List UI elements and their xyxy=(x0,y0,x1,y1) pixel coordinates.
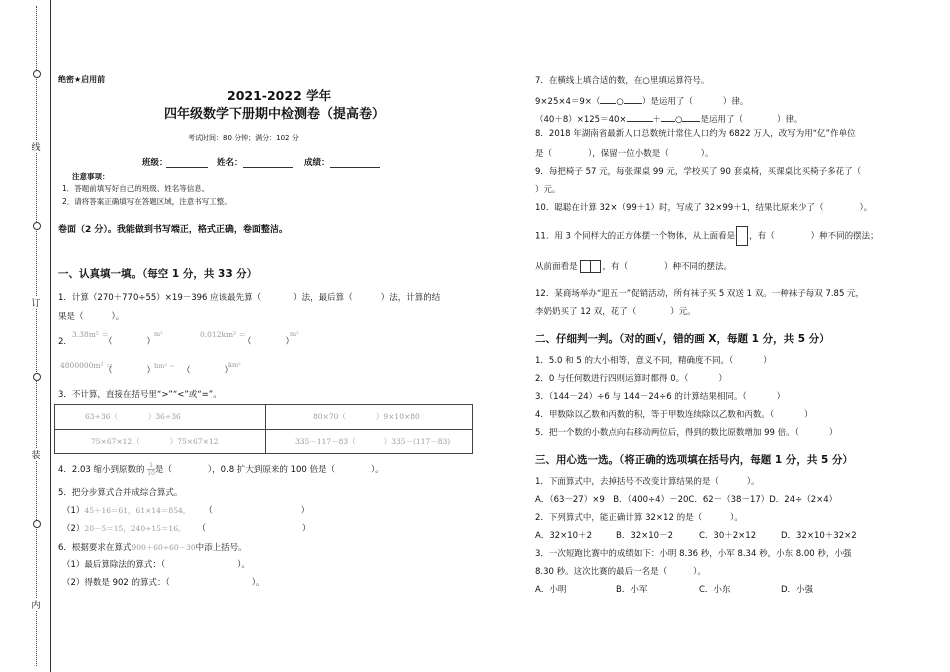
judge-3 xyxy=(535,392,785,403)
compare-1-left: 63÷36（ xyxy=(85,412,118,421)
choice-3-line-2 xyxy=(535,567,706,578)
q7-text: 7．在横线上填合适的数，在○里填运算符号。 xyxy=(535,76,710,86)
compare-2-right: ）9×10×80 xyxy=(375,412,420,421)
compare-4-left: 335－117－83（ xyxy=(295,437,356,446)
note-2: 2．请将答案正确填写在答题区域，注意书写工整。 xyxy=(62,197,232,206)
q8-text-b: 是（ xyxy=(535,149,553,159)
front-view-shape xyxy=(580,260,601,273)
exam-year: 2021-2022 学年 xyxy=(227,88,332,103)
q7-1-line xyxy=(535,94,748,108)
judge-2-end: ） xyxy=(718,374,727,384)
q6-2-end: ）。 xyxy=(251,578,265,588)
q7-1-blank-2[interactable] xyxy=(624,94,642,104)
judge-3-text: 3．（144－24）÷6 与 144－24÷6 的计算结果相同。（ xyxy=(535,392,747,402)
binding-hole xyxy=(33,222,41,230)
q6-text-c: 中添上括号。 xyxy=(195,543,247,553)
q2-number: 2． xyxy=(58,337,72,347)
choice-2-option-c[interactable]: C．30＋2×12 xyxy=(699,531,757,541)
judge-2 xyxy=(535,374,727,385)
q1-text-b: ）法，最后算（ xyxy=(293,293,353,303)
q2-blank-2[interactable]: （ ） xyxy=(243,337,295,347)
q2-unit-3: hm² ＝ xyxy=(154,362,176,370)
q7-2-plus: ＋ xyxy=(652,115,662,125)
q6-text-a: 6．根据要求在算式 xyxy=(58,543,132,553)
note-1: 1．答题前填写好自己的班级、姓名等信息。 xyxy=(62,184,210,193)
judge-4-end: ） xyxy=(804,410,813,420)
class-field[interactable] xyxy=(166,158,208,168)
compare-cell-4 xyxy=(295,436,450,447)
q4-text-c: ），0.8 扩大到原来的 100 倍是（ xyxy=(207,465,336,475)
name-label: 姓名： xyxy=(217,158,243,168)
q7-2-line xyxy=(535,112,802,126)
compare-row xyxy=(55,405,472,429)
q6-expr: 900＋60÷60－30 xyxy=(131,543,196,552)
compare-3-left: 75×67×12（ xyxy=(91,437,140,446)
binding-label-order: 订 xyxy=(31,296,41,309)
q12-text-c: ）元。 xyxy=(670,307,696,317)
q4-text-b: 是（ xyxy=(154,465,172,475)
judge-1-text: 1．5.0 和 5 的大小相等，意义不同，精确度不同。（ xyxy=(535,356,734,366)
q11-text-e: ，有（ xyxy=(602,262,629,272)
compare-cell-1 xyxy=(85,411,181,422)
choice-3-option-d[interactable]: D．小强 xyxy=(781,585,814,595)
exam-info: 考试时间：80 分钟；满分：102 分 xyxy=(188,134,299,142)
compare-cell-3 xyxy=(91,436,218,447)
judge-5-end: ） xyxy=(828,428,838,438)
q1-text-e: ）。 xyxy=(111,312,125,322)
q11-text-c: ）种不同的摆法； xyxy=(810,231,879,242)
compare-4-right: ）335－(117－83) xyxy=(383,437,451,446)
binding-label-seal: 装 xyxy=(31,448,41,461)
q10-text-b: ）。 xyxy=(859,203,873,213)
q5-2-close: ） xyxy=(301,524,311,534)
q8-text-a: 8．2018 年湖南省最新人口总数统计常住人口约为 6822 万人，改写为用“亿”作单位 xyxy=(535,129,856,139)
q7-2-blank-2[interactable] xyxy=(661,112,675,122)
q2-blank-1[interactable]: （ ） xyxy=(104,337,156,347)
q7-1-text-a: 9×25×4＝9×（ xyxy=(535,97,601,107)
choice-2-option-b[interactable]: B．32×10－2 xyxy=(616,531,673,541)
q2-blank-3[interactable]: （ ） xyxy=(104,366,156,376)
q7-2-operator[interactable]: ○ xyxy=(675,115,683,125)
q7-2-blank-3[interactable] xyxy=(682,112,700,122)
choice-3-option-b[interactable]: B．小军 xyxy=(616,585,648,595)
q6-1-text: （1）最后算除法的算式：（ xyxy=(62,560,166,570)
q7-2-text-e: ）律。 xyxy=(776,115,803,125)
q6-line xyxy=(58,542,247,554)
q8-text-c: ），保留一位小数是（ xyxy=(588,149,669,159)
choice-3-option-c[interactable]: C．小东 xyxy=(699,585,731,595)
q6-2-line xyxy=(62,578,265,589)
q8-line-2 xyxy=(535,149,714,160)
section-1-title: 一、认真填一填。（每空 1 分，共 33 分） xyxy=(58,268,258,280)
top-view-shape xyxy=(736,226,748,246)
q5-text: 5．把分步算式合并成综合算式。 xyxy=(58,488,183,498)
q6-1-end: ）。 xyxy=(237,560,250,570)
choice-2-option-d[interactable]: D．32×10＋32×2 xyxy=(781,531,857,541)
q4-frac-num: 1 xyxy=(149,462,153,469)
q1-text-c: ）法，计算的结 xyxy=(380,293,441,303)
q11-text-f: ）种不同的摆法。 xyxy=(664,262,733,272)
page-title: 四年级数学下册期中检测卷（提高卷） xyxy=(164,107,386,122)
q12-text-a: 12．某商场举办“迎五一”促销活动，所有袜子买 5 双送 1 双。一种袜子每双 7.85 元， xyxy=(535,289,865,299)
q2-unit-4: km² xyxy=(228,361,241,369)
compare-table xyxy=(54,404,473,454)
q10-text-a: 10．聪聪在计算 32×（99＋1）时，写成了 32×99＋1，结果比原来少了（ xyxy=(535,203,824,213)
q2-expr-3: 4800000m² ＝ xyxy=(60,361,114,370)
judge-1 xyxy=(535,356,772,367)
notes-title: 注意事项： xyxy=(72,172,110,181)
binding-hole xyxy=(33,520,41,528)
name-field[interactable] xyxy=(243,158,293,168)
binding-label-inner: 内 xyxy=(31,598,41,611)
compare-cell-2 xyxy=(313,411,420,422)
binding-dotted-line xyxy=(36,6,37,666)
q2-unit-1: m² xyxy=(154,330,163,338)
binding-margin xyxy=(26,0,51,672)
q1-line xyxy=(58,293,440,304)
q7-2-text-a: （40＋8）×125＝40× xyxy=(535,115,627,125)
q7-1-operator[interactable]: ○ xyxy=(616,97,624,107)
q5-1-open: （ xyxy=(204,506,213,516)
score-field[interactable] xyxy=(330,158,380,168)
class-label: 班级： xyxy=(142,158,168,168)
q4-fraction xyxy=(147,462,155,477)
choice-3-text-b: 8.30 秒。这次比赛的最后一名是（ xyxy=(535,567,668,577)
q5-2-open: （ xyxy=(197,524,206,534)
compare-3-right: ）75×67×12 xyxy=(169,437,219,446)
choice-3-text-a: 3．一次短跑比赛中的成绩如下：小明 8.36 秒，小军 8.34 秒，小东 8.00 秒，小强 xyxy=(535,549,852,559)
q1-text-a: 1．计算（270＋770÷55）×19－396 应该最先算（ xyxy=(58,293,262,303)
q12-text-b: 李奶奶买了 12 双，花了（ xyxy=(535,307,637,317)
choice-2-text: 2．下列算式中，能正确计算 32×12 的是（ xyxy=(535,513,703,523)
q11-line-1 xyxy=(535,226,879,246)
binding-hole xyxy=(33,70,41,78)
q5-2-label: （2） xyxy=(62,524,85,534)
q11-line-2 xyxy=(535,260,732,273)
choice-1-options: A．（63－27）×9 B．（400÷4）－20C．62－（38－17）D．24÷（2×4） xyxy=(535,495,838,505)
q5-2-expr: 20－5＝15，240÷15＝16。 xyxy=(84,524,186,533)
q11-text-a: 11．用 3 个同样大的正方体摆一个物体，从上面看是 xyxy=(535,231,736,242)
q4-line xyxy=(58,462,384,477)
q11-text-d: 从前面看是 xyxy=(535,262,578,272)
q3-text: 3．不计算，直接在括号里“>”“<”或“=”。 xyxy=(58,390,222,400)
q6-2-text: （2）得数是 902 的算式：（ xyxy=(62,578,170,588)
q1-text-d: 果是（ xyxy=(58,312,84,322)
q8-text-d: ）。 xyxy=(700,149,714,159)
q9-line-1 xyxy=(535,167,895,178)
section-2-title: 二、仔细判一判。（对的画√，错的画 X，每题 1 分，共 5 分） xyxy=(535,333,830,345)
judge-5 xyxy=(535,428,837,439)
q9-text-a: 9．每把椅子 57 元，每张课桌 99 元，学校买了 90 套桌椅，买课桌比买椅子多花了（ xyxy=(535,167,862,177)
q4-text-d: ）。 xyxy=(371,465,384,475)
choice-1-end: ）。 xyxy=(746,477,760,487)
neatness-score: 卷面（2 分）。我能做到书写端正，格式正确，卷面整洁。 xyxy=(58,225,288,235)
choice-2-end: ）。 xyxy=(730,513,743,523)
q10-line xyxy=(535,203,872,214)
q4-text-a: 4．2.03 缩小到原数的 xyxy=(58,465,145,475)
choice-3-text-c: ）。 xyxy=(693,567,706,577)
q9-text-b: ）元。 xyxy=(535,185,561,195)
judge-3-end: ） xyxy=(776,392,786,402)
choice-1 xyxy=(535,477,760,488)
q1-line-2 xyxy=(58,312,124,323)
q4-frac-den: 10 xyxy=(147,470,155,477)
q7-1-text-d: ）律。 xyxy=(722,97,749,107)
q6-1-line xyxy=(62,560,250,571)
compare-row xyxy=(55,429,472,454)
section-3-title: 三、用心选一选。（将正确的选项填在括号内，每题 1 分，共 5 分） xyxy=(535,454,853,466)
q7-2-text-d: 是运用了（ xyxy=(700,115,743,125)
q2-blank-4[interactable]: （ ） xyxy=(182,366,234,376)
q11-text-b: ，有（ xyxy=(749,231,775,242)
choice-2 xyxy=(535,513,743,524)
compare-1-right: ）36÷36 xyxy=(147,412,181,421)
q2-expr-2: 0.012km² ＝ xyxy=(200,330,247,339)
q5-2-line xyxy=(62,523,311,535)
q5-1-line xyxy=(62,505,309,517)
q7-2-blank-1[interactable] xyxy=(627,112,653,122)
q2-expr-1: 3.38m² ＝ xyxy=(72,330,109,339)
q7-1-blank-1[interactable] xyxy=(600,94,616,104)
judge-5-text: 5．把一个数的小数点向右移动两位后，得到的数比原数增加 99 倍。（ xyxy=(535,428,799,438)
judge-4 xyxy=(535,410,813,421)
secret-label: 绝密★启用前 xyxy=(58,75,106,84)
q5-1-expr: 45＋16＝61，61×14＝854。 xyxy=(84,506,191,515)
binding-hole xyxy=(33,373,41,381)
judge-4-text: 4．甲数除以乙数和丙数的积，等于甲数连续除以乙数和丙数。（ xyxy=(535,410,775,420)
choice-1-text: 1．下面算式中，去掉括号不改变计算结果的是（ xyxy=(535,477,719,487)
q5-1-label: （1） xyxy=(62,506,85,516)
q12-line-2 xyxy=(535,307,696,318)
compare-2-left: 80×70（ xyxy=(313,412,346,421)
binding-label-line: 线 xyxy=(31,140,41,153)
judge-2-text: 2．0 与任何数进行四则运算时都得 0。（ xyxy=(535,374,689,384)
score-label: 成绩： xyxy=(304,158,330,168)
judge-1-end: ） xyxy=(763,356,772,366)
choice-3-option-a[interactable]: A．小明 xyxy=(535,585,567,595)
q5-1-close: ） xyxy=(300,506,310,516)
q2-unit-2: m² xyxy=(290,330,299,338)
choice-2-option-a[interactable]: A．32×10＋2 xyxy=(535,531,592,541)
q7-1-text-c: ）是运用了（ xyxy=(641,97,693,107)
